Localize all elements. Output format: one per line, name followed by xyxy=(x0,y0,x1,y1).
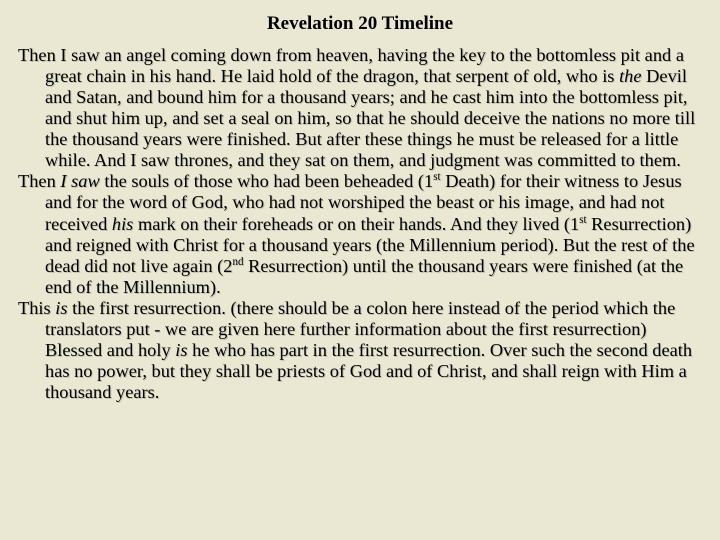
text-run: mark on their foreheads or on their hands. And they lived (1 xyxy=(133,213,580,234)
paragraph-first-resurrection xyxy=(18,298,702,403)
italic-run: the xyxy=(619,66,642,87)
text-run: Then xyxy=(18,171,61,192)
superscript: st xyxy=(433,171,441,184)
text-run: Devil and Satan, and bound him for a thousand years; and he cast him into the bottomless pit, and shut him up, and set a seal on him, so that he should deceive the nations no more till the thousand years were finished. But after these things he must be released for a little while. And I saw thrones, and they sat on them, and judgment was committed to them. xyxy=(45,66,696,171)
text-run: he who has part in the first resurrection. Over such the second death has no power, but they shall be priests of God and of Christ, and shall reign with Him a thousand years. xyxy=(45,339,693,402)
italic-run: I saw xyxy=(60,171,100,192)
text-run: Death) for their witness to Jesus and for the word of God, who had not worshiped the beast or his image, and had not received xyxy=(45,171,682,234)
italic-run: his xyxy=(111,213,134,234)
text-run: This xyxy=(18,297,56,318)
superscript: st xyxy=(579,213,587,226)
paragraph-angel xyxy=(18,45,702,171)
superscript: nd xyxy=(232,255,244,268)
italic-run: is xyxy=(175,339,188,360)
text-run: Resurrection) until the thousand years were finished (at the end of the Millennium). xyxy=(45,255,684,297)
text-run: the souls of those who had been beheaded (1 xyxy=(99,171,434,192)
paragraph-souls xyxy=(18,171,702,297)
text-run: the first resurrection. (there should be a colon here instead of the period which the translators put - we are given here further information about the first resurrection) Blessed and holy xyxy=(45,297,676,360)
text-run: Then I saw an angel coming down from heaven, having the key to the bottomless pit and a great chain in his hand. He laid hold of the dragon, that serpent of old, who is xyxy=(18,45,684,87)
slide-title: Revelation 20 Timeline xyxy=(266,13,454,34)
text-run: Resurrection) and reigned with Christ for a thousand years (the Millennium period). But the rest of the dead did not live again (2 xyxy=(45,213,695,276)
italic-run: is xyxy=(55,297,68,318)
